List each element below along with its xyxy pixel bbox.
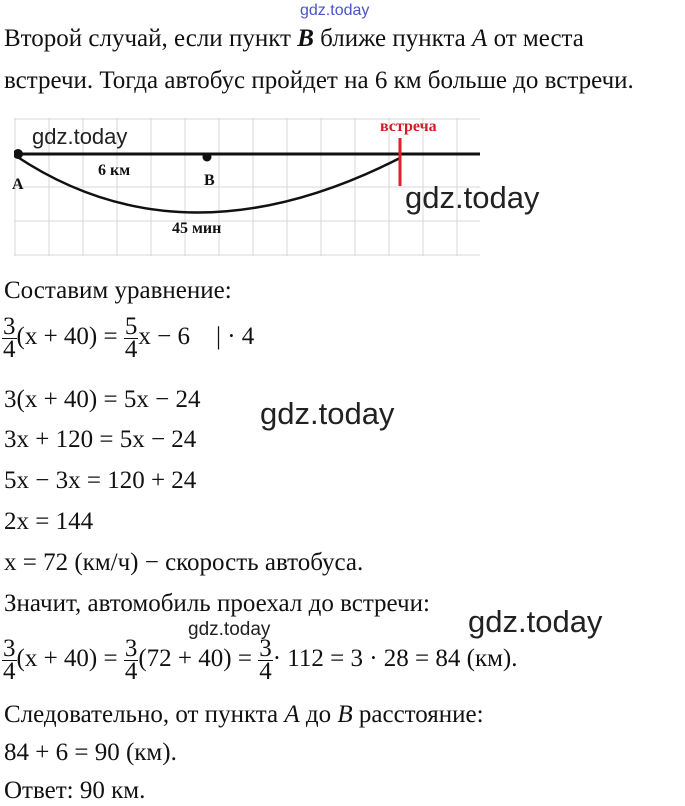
watermark-small-lower: gdz.today [188, 619, 271, 640]
point-b-ref: B [337, 701, 353, 728]
conclusion-text: до [299, 701, 338, 728]
fraction-denominator: 4 [259, 658, 272, 685]
equation-heading: Составим уравнение: [4, 277, 232, 304]
fraction [124, 313, 139, 363]
fraction-denominator: 4 [124, 336, 138, 363]
fraction-denominator: 4 [3, 658, 16, 685]
step-4: 2x = 144 [4, 508, 94, 535]
point-b-label: B [204, 172, 215, 189]
car-distance-text: Значит, автомобиль проехал до встречи: [4, 590, 430, 617]
watermark-mid: gdz.today [260, 396, 395, 431]
watermark-top: gdz.today [300, 2, 370, 19]
equation-main [2, 313, 255, 363]
equation-car [2, 635, 518, 685]
conclusion-line [4, 700, 484, 730]
step-1: 3(x + 40) = 5x − 24 [4, 386, 201, 413]
multiplier-note: | · 4 [215, 323, 255, 351]
fraction-numerator: 3 [3, 635, 16, 662]
point-a-ref: A [472, 25, 488, 52]
intro-text: ближе пункта [313, 25, 473, 52]
fraction [2, 635, 17, 685]
time-label: 45 мин [172, 220, 222, 237]
watermark-right-lower: gdz.today [468, 604, 603, 639]
fraction-numerator: 3 [124, 635, 138, 662]
step-5: x = 72 (км/ч) − скорость автобуса. [4, 549, 364, 576]
equation-part: (72 + 40) = [138, 645, 259, 673]
intro-text: от места [487, 25, 584, 52]
intro-line-1 [4, 24, 584, 54]
fraction-denominator: 4 [3, 336, 16, 363]
point-b-dot [203, 153, 212, 162]
point-a-ref: A [284, 701, 300, 728]
equation-part: (x + 40) = [16, 323, 124, 351]
distance-label: 6 км [98, 162, 131, 179]
meeting-label: встреча [380, 118, 437, 135]
point-a-label: A [12, 176, 24, 193]
answer-line: Ответ: 90 км. [4, 777, 146, 804]
step-2: 3x + 120 = 5x − 24 [4, 426, 197, 453]
point-b-ref: B [297, 25, 314, 52]
intro-text: Второй случай, если пункт [4, 25, 298, 52]
point-a-dot [14, 149, 23, 159]
fraction [124, 635, 139, 685]
equation-part: (x + 40) = [16, 645, 124, 673]
conclusion-text: расстояние: [352, 701, 484, 728]
fraction [2, 313, 17, 363]
watermark-figure-small: gdz.today [32, 124, 128, 149]
fraction [258, 635, 273, 685]
equation-part: x − 6 [138, 323, 190, 351]
watermark-figure-large: gdz.today [405, 180, 540, 215]
sum-line: 84 + 6 = 90 (км). [4, 739, 177, 766]
equation-part: · 112 = 3 · 28 = 84 (км). [272, 645, 518, 673]
fraction-denominator: 4 [124, 658, 138, 685]
fraction-numerator: 3 [3, 313, 16, 340]
fraction-numerator: 3 [259, 635, 272, 662]
fraction-numerator: 5 [124, 313, 138, 340]
conclusion-text: Следовательно, от пункта [4, 701, 285, 728]
step-3: 5x − 3x = 120 + 24 [4, 467, 197, 494]
intro-line-2: встречи. Тогда автобус пройдет на 6 км больше до встречи. [4, 67, 634, 94]
